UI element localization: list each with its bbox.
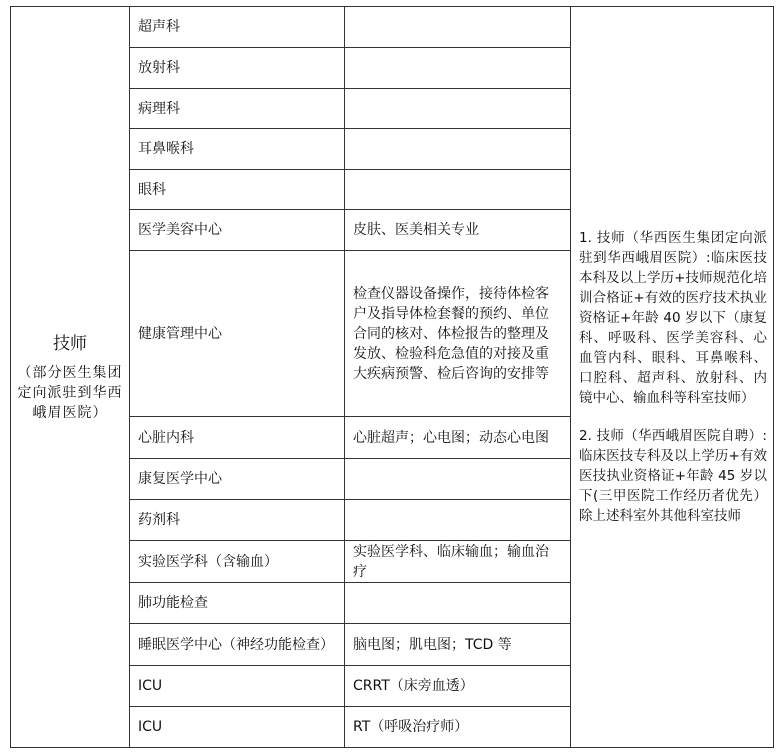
specialty: CRRT（床旁血透） xyxy=(345,666,571,707)
department-name: 耳鼻喉科 xyxy=(130,129,345,170)
department-name: 超声科 xyxy=(130,7,345,48)
requirement-2: 2. 技师（华西峨眉医院自聘）:临床医技专科及以上学历+有效医技执业资格证+年龄 45 岁以下(三甲医院工作经历者优先）除上述科室外其他科室技师 xyxy=(579,428,767,524)
specialty xyxy=(345,89,571,129)
specialty: RT（呼吸治疗师） xyxy=(345,707,571,748)
specialty: 实验医学科、临床输血；输血治疗 xyxy=(345,541,571,583)
department-name: 实验医学科（含输血） xyxy=(130,541,345,583)
staffing-table xyxy=(10,6,774,748)
requirement-1: 1. 技师（华西医生集团定向派驻到华西峨眉医院）:临床医技本科及以上学历+技师规范化培训合格证+有效的医疗技术执业资格证+年龄 40 岁以下（康复科、呼吸科、医学美容科、心血管内科、眼科、耳鼻喉科、口腔科、超声科、放射科、内镜中心、输血科等科室技师） xyxy=(579,230,767,406)
role-cell xyxy=(11,7,130,748)
department-name: ICU xyxy=(130,666,345,707)
department-name: 康复医学中心 xyxy=(130,459,345,500)
specialty xyxy=(345,170,571,210)
specialty: 皮肤、医美相关专业 xyxy=(345,210,571,251)
specialty: 心脏超声；心电图；动态心电图 xyxy=(345,417,571,459)
role-title: 技师 xyxy=(53,334,87,354)
department-name: 睡眠医学中心（神经功能检查） xyxy=(130,624,345,666)
department-name: 放射科 xyxy=(130,48,345,89)
specialty: 检查仪器设备操作，接待体检客户及指导体检套餐的预约、单位合同的核对、体检报告的整理及发放、检验科危急值的对接及重大疾病预警、检后咨询的安排等 xyxy=(345,251,571,417)
specialty xyxy=(345,129,571,170)
department-name: 药剂科 xyxy=(130,500,345,541)
department-name: 健康管理中心 xyxy=(130,251,345,417)
department-name: 医学美容中心 xyxy=(130,210,345,251)
specialty xyxy=(345,7,571,48)
specialty xyxy=(345,500,571,541)
specialty xyxy=(345,48,571,89)
specialty xyxy=(345,459,571,500)
department-name: ICU xyxy=(130,707,345,748)
role-subtitle: （部分医生集团定向派驻到华西峨眉医院） xyxy=(17,365,123,421)
department-name: 病理科 xyxy=(130,89,345,129)
department-name: 肺功能检查 xyxy=(130,583,345,624)
department-name: 眼科 xyxy=(130,170,345,210)
department-name: 心脏内科 xyxy=(130,417,345,459)
specialty xyxy=(345,583,571,624)
table-row xyxy=(11,7,774,48)
requirements-cell xyxy=(571,7,774,748)
specialty: 脑电图；肌电图；TCD 等 xyxy=(345,624,571,666)
